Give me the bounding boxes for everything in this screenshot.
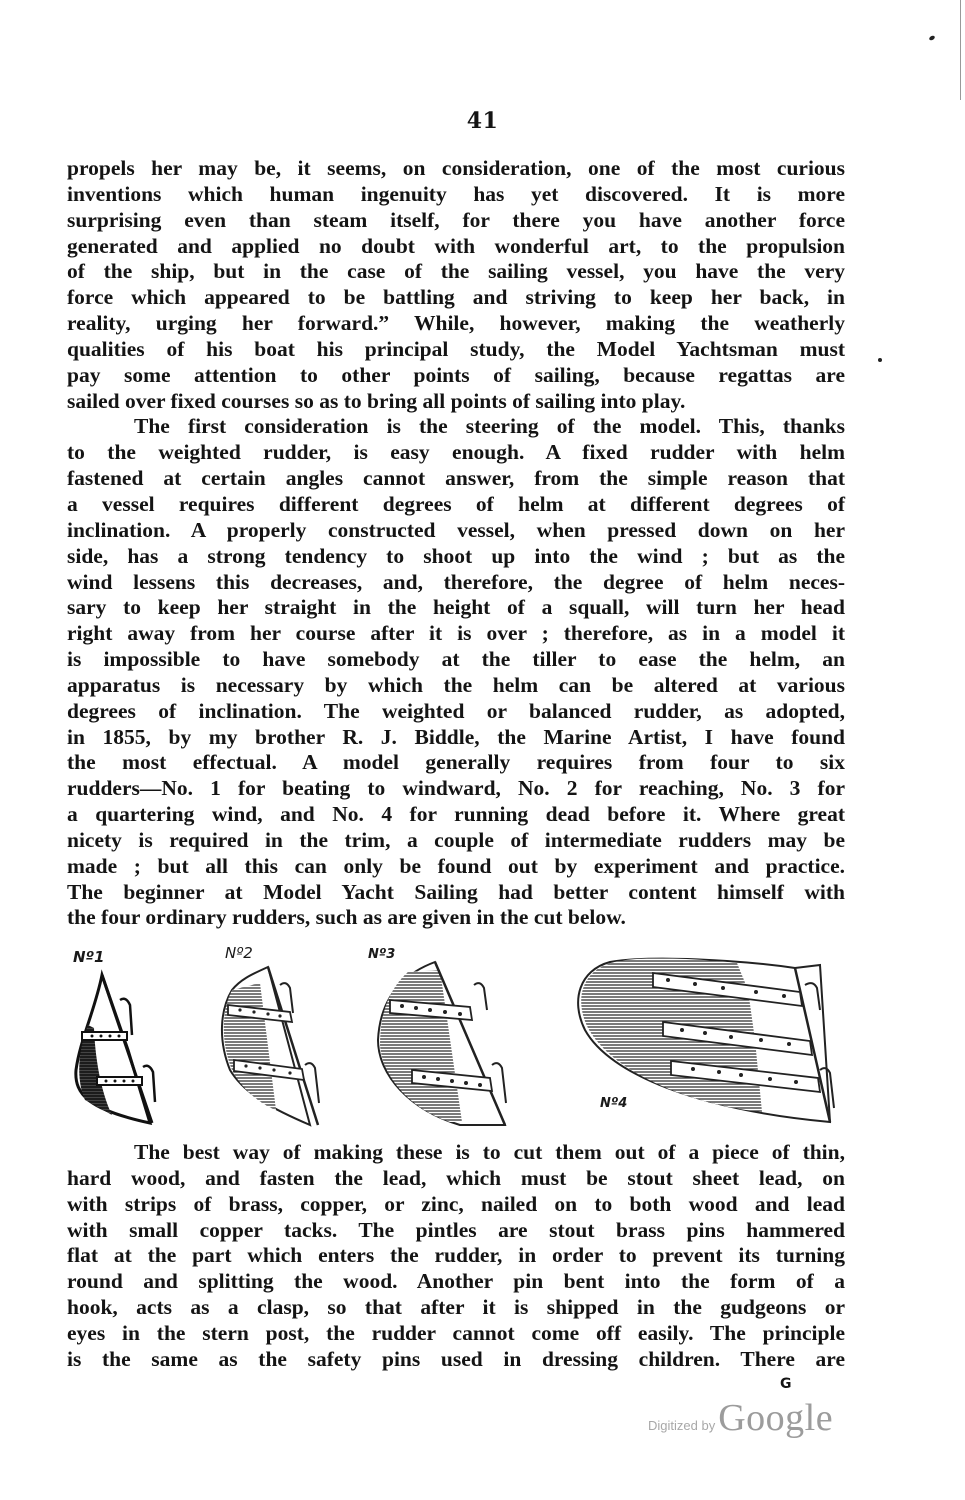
text-line: reality, urging her forward.” While, however, making the weatherly	[67, 311, 845, 336]
text-line: surprising even than steam itself, for there you have another force	[67, 207, 845, 232]
text-line: The beginner at Model Yacht Sailing had better content himself with	[67, 879, 845, 904]
google-logo-text: Google	[718, 1397, 834, 1439]
text-line: is the same as the safety pins used in dressing children. There are	[67, 1346, 845, 1371]
text-line: of the ship, but in the case of the sailing vessel, you have the very	[67, 259, 845, 284]
text-line: flat at the part which enters the rudder, in order to prevent its turning	[67, 1243, 845, 1268]
text-line: pay some attention to other points of sailing, because regattas are	[67, 362, 845, 387]
watermark-prefix: Digitized by	[648, 1418, 716, 1433]
body-text-bottom	[67, 1140, 845, 1373]
text-line: propels her may be, it seems, on consideration, one of the most curious	[67, 156, 845, 180]
text-line: hard wood, and fasten the lead, which must be stout sheet lead, on	[67, 1165, 845, 1190]
rudder-no2-drawing	[222, 967, 319, 1125]
text-line: The first consideration is the steering of the model. This, thanks	[134, 414, 845, 439]
text-line: eyes in the stern post, the rudder cannot come off easily. The principle	[67, 1320, 845, 1345]
text-line: sary to keep her straight in the height of a squall, will turn her head	[67, 595, 845, 620]
digitized-by-google-watermark	[648, 1396, 833, 1440]
text-line: rudders—No. 1 for beating to windward, No. 2 for reaching, No. 3 for	[67, 776, 845, 801]
text-line: a vessel requires different degrees of helm at different degrees of	[67, 491, 845, 516]
text-line: generated and applied no doubt with wonderful art, to the propulsion	[67, 233, 845, 258]
text-line: degrees of inclination. The weighted or balanced rudder, as adopted,	[67, 698, 845, 723]
text-line: round and splitting the wood. Another pin bent into the form of a	[67, 1269, 845, 1294]
text-line: The best way of making these is to cut them out of a piece of thin,	[134, 1140, 845, 1164]
rudder-label-no2: Nº2	[225, 944, 253, 962]
text-line: made ; but all this can only be found out by experiment and practice.	[67, 853, 845, 878]
text-line: is impossible to have somebody at the tiller to ease the helm, an	[67, 647, 845, 672]
rudder-label-no3: Nº3	[368, 947, 396, 962]
text-line: in 1855, by my brother R. J. Biddle, the Marine Artist, I have found	[67, 724, 845, 749]
text-line: a quartering wind, and No. 4 for running dead before it. Where great	[67, 802, 845, 827]
text-line: with small copper tacks. The pintles are stout brass pins hammered	[67, 1217, 845, 1242]
text-line: fastened at certain angles cannot answer, from the simple reason that	[67, 466, 845, 491]
text-line: to the weighted rudder, is easy enough. A fixed rudder with helm	[67, 440, 845, 465]
text-line: force which appeared to be battling and striving to keep her back, in	[67, 285, 845, 310]
text-line: inclination. A properly constructed vessel, when pressed down on her	[67, 517, 845, 542]
text-line: sailed over fixed courses so as to bring all points of sailing into play.	[67, 388, 686, 413]
text-line: right away from her course after it is over ; therefore, as in a model it	[67, 621, 845, 646]
text-line: nicety is required in the trim, a couple of intermediate rudders may be	[67, 827, 845, 852]
rudder-no3-drawing	[378, 962, 506, 1125]
text-line: hook, acts as a clasp, so that after it is shipped in the gudgeons or	[67, 1295, 845, 1320]
text-line: with strips of brass, copper, or zinc, nailed on to both wood and lead	[67, 1191, 845, 1216]
text-line: the most effectual. A model generally requires from four to six	[67, 750, 845, 775]
text-line: qualities of his boat his principal study, the Model Yachtsman must	[67, 336, 845, 361]
text-line: the four ordinary rudders, such as are given in the cut below.	[67, 905, 626, 930]
page-number: 41	[466, 108, 499, 134]
text-line: apparatus is necessary by which the helm can be altered at various	[67, 672, 845, 697]
text-line: wind lessens this decreases, and, therefore, the degree of helm neces-	[67, 569, 845, 594]
rudder-label-no1: Nº1	[73, 948, 105, 966]
rudder-label-no4: Nº4	[600, 1096, 628, 1111]
signature-mark: G	[780, 1376, 792, 1392]
text-line: inventions which human ingenuity has yet discovered. It is more	[67, 181, 845, 206]
rudder-no1-drawing	[76, 975, 155, 1123]
text-line: side, has a strong tendency to shoot up into the wind ; but as the	[67, 543, 845, 568]
